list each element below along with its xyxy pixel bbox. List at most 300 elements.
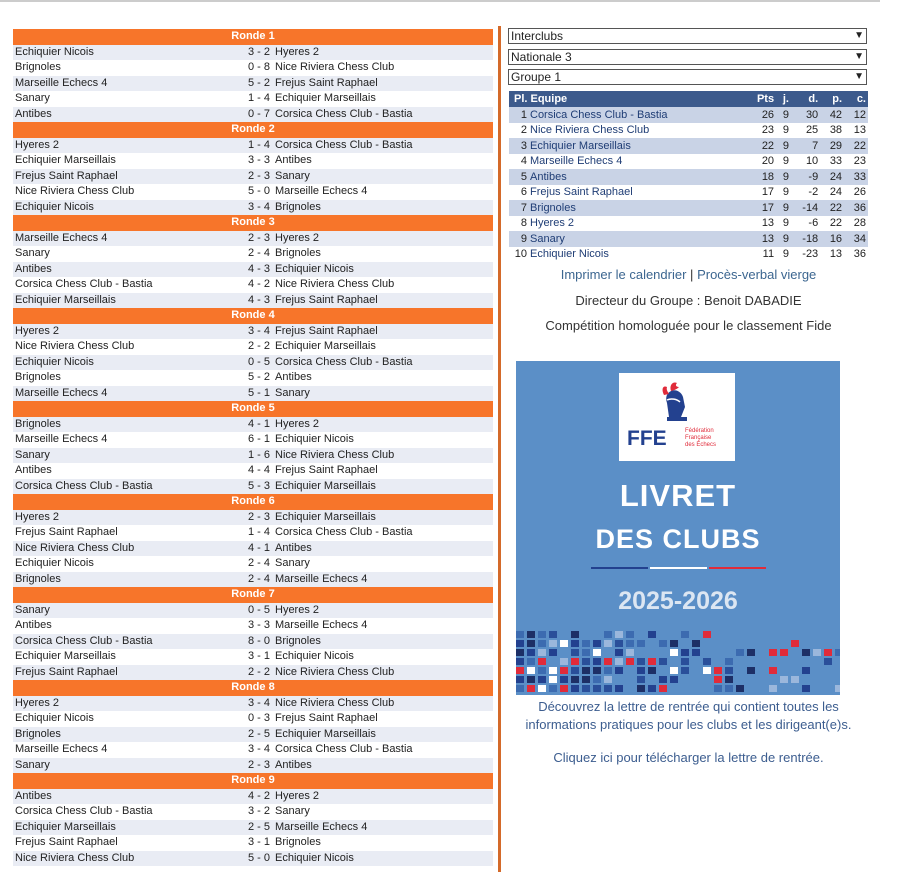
match-score: 5 - 1 <box>247 386 270 399</box>
match-away: Nice Riviera Chess Club <box>275 665 395 678</box>
match-away: Corsica Chess Club - Bastia <box>275 526 413 538</box>
match-away: Hyeres 2 <box>275 45 320 58</box>
standings-team-cell <box>509 154 745 170</box>
standings-team-cell <box>509 138 745 154</box>
standings-d: -6 <box>791 216 820 232</box>
round-header: Ronde 5 <box>13 401 493 417</box>
standings-pts: 17 <box>745 185 776 201</box>
match-away: Nice Riviera Chess Club <box>275 696 395 709</box>
ad-description-line2: informations pratiques pour les clubs et les dirigeant(e)s. <box>525 717 852 732</box>
standings-rank: 6 <box>520 186 527 199</box>
standings-row <box>509 216 868 232</box>
standings-d: 7 <box>791 138 820 154</box>
match-row <box>13 76 493 92</box>
standings-team-link[interactable]: Nice Riviera Chess Club <box>530 124 650 137</box>
match-score: 4 - 1 <box>247 541 270 554</box>
match-home: Antibes <box>15 619 52 631</box>
match-home: Antibes <box>15 107 52 120</box>
standings-rank: 3 <box>520 139 527 152</box>
match-row <box>13 184 493 200</box>
standings-d: 30 <box>791 107 820 123</box>
standings-row <box>509 123 868 139</box>
match-row <box>13 665 493 681</box>
calendar-links <box>509 267 868 282</box>
round-header: Ronde 2 <box>13 122 493 138</box>
match-row <box>13 231 493 247</box>
standings-rank: 2 <box>520 124 527 137</box>
match-away: Frejus Saint Raphael <box>275 324 378 337</box>
standings-row <box>509 107 868 123</box>
match-row <box>13 200 493 216</box>
match-away: Hyeres 2 <box>275 603 320 616</box>
standings-pts: 13 <box>745 216 776 232</box>
match-home: Nice Riviera Chess Club <box>15 851 135 864</box>
standings-table <box>509 91 868 262</box>
standings-team-cell <box>509 185 745 201</box>
match-score: 5 - 3 <box>247 479 270 492</box>
match-score: 2 - 2 <box>247 665 270 678</box>
match-home: Nice Riviera Chess Club <box>15 185 135 197</box>
match-score: 2 - 5 <box>247 727 270 740</box>
standings-rank: 4 <box>520 155 527 168</box>
match-score: 0 - 3 <box>247 712 270 724</box>
standings-p: 16 <box>820 231 844 247</box>
match-home: Brignoles <box>15 61 61 73</box>
standings-d: 10 <box>791 154 820 170</box>
match-score: 5 - 0 <box>247 185 270 197</box>
match-away: Antibes <box>275 541 312 554</box>
standings-j: 9 <box>776 169 791 185</box>
round-header: Ronde 9 <box>13 773 493 789</box>
standings-j: 9 <box>776 154 791 170</box>
match-away: Marseille Echecs 4 <box>275 619 368 631</box>
match-row <box>13 510 493 526</box>
match-score: 3 - 4 <box>247 324 270 337</box>
standings-pts: 26 <box>745 107 776 123</box>
standings-row <box>509 138 868 154</box>
standings-j: 9 <box>776 200 791 216</box>
ffe-logo-subtext: Fédération Française des Échecs <box>685 428 717 448</box>
match-score: 3 - 2 <box>247 805 270 817</box>
match-score: 3 - 4 <box>247 743 270 755</box>
standings-row <box>509 169 868 185</box>
match-home: Nice Riviera Chess Club <box>15 541 135 554</box>
match-score: 4 - 2 <box>247 278 270 290</box>
standings-pts: 13 <box>745 231 776 247</box>
match-away: Antibes <box>275 154 312 166</box>
standings-team-cell <box>509 200 745 216</box>
standings-row <box>509 200 868 216</box>
match-score: 6 - 1 <box>247 433 270 445</box>
match-score: 0 - 5 <box>247 355 270 368</box>
match-row <box>13 45 493 61</box>
standings-pts: 23 <box>745 123 776 139</box>
match-home: Echiquier Nicois <box>15 355 94 368</box>
standings-p: 24 <box>820 169 844 185</box>
match-away: Corsica Chess Club - Bastia <box>275 138 413 151</box>
standings-c: 23 <box>844 154 868 170</box>
match-away: Echiquier Marseillais <box>275 727 376 740</box>
group-select[interactable] <box>508 69 867 85</box>
match-row <box>13 479 493 495</box>
match-score: 2 - 5 <box>247 820 270 833</box>
match-away: Nice Riviera Chess Club <box>275 61 395 73</box>
match-row <box>13 448 493 464</box>
standings-d: 25 <box>791 123 820 139</box>
match-row <box>13 293 493 309</box>
standings-rank: 1 <box>520 108 527 121</box>
match-score: 5 - 0 <box>247 851 270 864</box>
standings-c: 36 <box>844 247 868 263</box>
match-away: Echiquier Nicois <box>275 851 354 864</box>
match-score: 3 - 3 <box>247 154 270 166</box>
match-home: Echiquier Marseillais <box>15 293 116 306</box>
standings-rank: 9 <box>520 232 527 245</box>
match-home: Frejus Saint Raphael <box>15 526 118 538</box>
match-row <box>13 153 493 169</box>
match-row <box>13 742 493 758</box>
match-score: 2 - 2 <box>247 340 270 352</box>
banner-title-line2: DES CLUBS <box>595 524 761 554</box>
match-home: Antibes <box>15 464 52 476</box>
match-home: Echiquier Marseillais <box>15 650 116 662</box>
match-score: 2 - 3 <box>247 510 270 523</box>
standings-rank: 7 <box>520 201 527 214</box>
standings-c: 12 <box>844 107 868 123</box>
match-row <box>13 541 493 557</box>
flag-stripe-white <box>650 567 707 569</box>
match-home: Marseille Echecs 4 <box>15 743 108 755</box>
match-score: 4 - 4 <box>247 464 270 476</box>
standings-rank: 5 <box>520 170 527 183</box>
livret-clubs-banner[interactable] <box>516 361 840 695</box>
standings-p: 33 <box>820 154 844 170</box>
match-home: Brignoles <box>15 727 61 740</box>
match-home: Antibes <box>15 789 52 802</box>
match-row <box>13 60 493 76</box>
match-row <box>13 649 493 665</box>
match-home: Hyeres 2 <box>15 696 60 709</box>
match-score: 2 - 4 <box>247 557 270 569</box>
standings-row <box>509 231 868 247</box>
match-score: 4 - 2 <box>247 789 270 802</box>
match-score: 3 - 1 <box>247 836 270 848</box>
chevron-down-icon: ▼ <box>854 71 864 82</box>
match-home: Echiquier Nicois <box>15 557 94 569</box>
match-row <box>13 711 493 727</box>
standings-team-cell <box>509 231 745 247</box>
match-score: 1 - 4 <box>247 92 270 104</box>
ad-description-line1: Découvrez la lettre de rentrée qui contient toutes les <box>538 699 839 714</box>
standings-p: 29 <box>820 138 844 154</box>
match-home: Frejus Saint Raphael <box>15 169 118 182</box>
match-score: 5 - 2 <box>247 76 270 89</box>
match-away: Sanary <box>275 557 310 569</box>
ad-description <box>509 698 868 734</box>
match-home: Frejus Saint Raphael <box>15 836 118 848</box>
match-row <box>13 370 493 386</box>
match-row <box>13 820 493 836</box>
match-away: Sanary <box>275 169 310 182</box>
standings-d: -9 <box>791 169 820 185</box>
standings-c: 22 <box>844 138 868 154</box>
match-row <box>13 634 493 650</box>
match-row <box>13 277 493 293</box>
match-home: Sanary <box>15 247 50 259</box>
match-row <box>13 835 493 851</box>
chevron-down-icon: ▼ <box>854 30 864 41</box>
match-row <box>13 355 493 371</box>
match-home: Antibes <box>15 262 52 275</box>
match-home: Sanary <box>15 758 50 771</box>
match-away: Brignoles <box>275 836 321 848</box>
standings-j: 9 <box>776 247 791 263</box>
standings-c: 26 <box>844 185 868 201</box>
match-row <box>13 386 493 402</box>
standings-j: 9 <box>776 138 791 154</box>
match-score: 0 - 7 <box>247 107 270 120</box>
match-home: Corsica Chess Club - Bastia <box>15 479 153 492</box>
competition-select[interactable] <box>508 28 867 44</box>
match-away: Frejus Saint Raphael <box>275 76 378 89</box>
round-header: Ronde 4 <box>13 308 493 324</box>
header-j: j. <box>776 91 791 107</box>
match-score: 4 - 3 <box>247 293 270 306</box>
match-away: Corsica Chess Club - Bastia <box>275 355 413 368</box>
match-home: Sanary <box>15 92 50 104</box>
header-c: c. <box>844 91 868 107</box>
match-home: Frejus Saint Raphael <box>15 665 118 678</box>
round-header: Ronde 6 <box>13 494 493 510</box>
match-row <box>13 851 493 867</box>
match-away: Echiquier Marseillais <box>275 479 376 492</box>
match-away: Hyeres 2 <box>275 231 320 244</box>
standings-pts: 18 <box>745 169 776 185</box>
standings-pts: 17 <box>745 200 776 216</box>
standings-row <box>509 154 868 170</box>
match-home: Brignoles <box>15 417 61 430</box>
standings-team-cell <box>509 169 745 185</box>
standings-team-cell <box>509 247 745 263</box>
standings-p: 22 <box>820 216 844 232</box>
chevron-down-icon: ▼ <box>854 51 864 62</box>
standings-pts: 22 <box>745 138 776 154</box>
match-score: 3 - 4 <box>247 200 270 213</box>
division-select[interactable] <box>508 49 867 65</box>
standings-j: 9 <box>776 231 791 247</box>
match-row <box>13 169 493 185</box>
standings-team-link[interactable]: Hyeres 2 <box>530 217 575 230</box>
match-away: Hyeres 2 <box>275 789 320 802</box>
match-home: Echiquier Marseillais <box>15 154 116 166</box>
ffe-logo-text: FFE <box>627 427 667 450</box>
match-score: 3 - 4 <box>247 696 270 709</box>
standings-team-cell <box>509 123 745 139</box>
match-away: Frejus Saint Raphael <box>275 464 378 476</box>
round-header: Ronde 8 <box>13 680 493 696</box>
match-home: Echiquier Nicois <box>15 200 94 213</box>
match-home: Brignoles <box>15 572 61 585</box>
match-row <box>13 339 493 355</box>
match-score: 3 - 1 <box>247 650 270 662</box>
match-away: Brignoles <box>275 247 321 259</box>
standings-team-link[interactable]: Antibes <box>530 170 567 183</box>
standings-team-link[interactable]: Frejus Saint Raphael <box>530 186 633 199</box>
flag-stripe-red <box>709 567 766 569</box>
match-away: Corsica Chess Club - Bastia <box>275 107 413 120</box>
standings-pts: 20 <box>745 154 776 170</box>
match-score: 2 - 4 <box>247 247 270 259</box>
match-away: Nice Riviera Chess Club <box>275 448 395 461</box>
match-home: Echiquier Nicois <box>15 45 94 58</box>
standings-j: 9 <box>776 123 791 139</box>
standings-row <box>509 185 868 201</box>
match-away: Corsica Chess Club - Bastia <box>275 743 413 755</box>
header-d: d. <box>791 91 820 107</box>
match-score: 2 - 3 <box>247 758 270 771</box>
match-row <box>13 262 493 278</box>
standings-j: 9 <box>776 185 791 201</box>
match-score: 1 - 4 <box>247 138 270 151</box>
match-home: Corsica Chess Club - Bastia <box>15 805 153 817</box>
match-row <box>13 758 493 774</box>
match-home: Nice Riviera Chess Club <box>15 340 135 352</box>
ffe-logo <box>619 373 735 461</box>
match-away: Brignoles <box>275 200 321 213</box>
match-away: Echiquier Nicois <box>275 433 354 445</box>
standings-team-link[interactable]: Corsica Chess Club - Bastia <box>530 108 668 121</box>
match-row <box>13 789 493 805</box>
standings-rank: 10 <box>514 248 527 261</box>
standings-p: 42 <box>820 107 844 123</box>
standings-d: -18 <box>791 231 820 247</box>
match-home: Sanary <box>15 448 50 461</box>
competition-select-value: Interclubs <box>511 29 564 43</box>
match-home: Marseille Echecs 4 <box>15 386 108 399</box>
rooster-knight-icon <box>619 373 735 433</box>
match-away: Antibes <box>275 371 312 383</box>
blank-report-link[interactable]: Procès-verbal vierge <box>697 267 817 282</box>
round-header: Ronde 7 <box>13 587 493 603</box>
banner-title-line1: LIVRET <box>619 478 737 513</box>
standings-p: 22 <box>820 200 844 216</box>
match-away: Echiquier Marseillais <box>275 92 376 104</box>
group-director: Directeur du Groupe : Benoit DABADIE <box>575 293 802 308</box>
match-score: 1 - 6 <box>247 448 270 461</box>
match-home: Marseille Echecs 4 <box>15 433 108 445</box>
round-header: Ronde 1 <box>13 29 493 45</box>
fide-note: Compétition homologuée pour le classement Fide <box>545 318 832 333</box>
standings-p: 38 <box>820 123 844 139</box>
standings-pts: 11 <box>745 247 776 263</box>
standings-team-link[interactable]: Sanary <box>530 232 565 245</box>
standings-header <box>509 91 868 107</box>
match-away: Marseille Echecs 4 <box>275 185 368 197</box>
top-border <box>0 0 880 2</box>
standings-j: 9 <box>776 216 791 232</box>
match-row <box>13 324 493 340</box>
match-away: Sanary <box>275 386 310 399</box>
standings-team-link[interactable]: Echiquier Nicois <box>530 248 609 261</box>
match-home: Marseille Echecs 4 <box>15 76 108 89</box>
round-header: Ronde 3 <box>13 215 493 231</box>
match-away: Marseille Echecs 4 <box>275 820 368 833</box>
link-separator: | <box>690 267 694 282</box>
standings-c: 34 <box>844 231 868 247</box>
header-p: p. <box>820 91 844 107</box>
match-away: Frejus Saint Raphael <box>275 293 378 306</box>
standings-team-link[interactable]: Brignoles <box>530 201 576 214</box>
match-score: 4 - 3 <box>247 262 270 275</box>
match-away: Brignoles <box>275 634 321 647</box>
match-home: Echiquier Nicois <box>15 712 94 724</box>
match-row <box>13 556 493 572</box>
match-home: Hyeres 2 <box>15 324 60 337</box>
match-home: Corsica Chess Club - Bastia <box>15 278 153 290</box>
download-letter-link[interactable]: Cliquez ici pour télécharger la lettre de rentrée. <box>553 750 824 765</box>
match-score: 3 - 3 <box>247 619 270 631</box>
match-score: 3 - 2 <box>247 45 270 58</box>
rounds-schedule <box>13 29 493 866</box>
match-away: Antibes <box>275 758 312 771</box>
match-row <box>13 727 493 743</box>
match-row <box>13 107 493 123</box>
match-away: Frejus Saint Raphael <box>275 712 378 724</box>
division-select-value: Nationale 3 <box>511 50 572 64</box>
match-away: Echiquier Marseillais <box>275 340 376 352</box>
match-away: Nice Riviera Chess Club <box>275 278 395 290</box>
standings-team-cell <box>509 107 745 123</box>
match-score: 1 - 4 <box>247 526 270 538</box>
match-row <box>13 618 493 634</box>
match-home: Marseille Echecs 4 <box>15 231 108 244</box>
match-row <box>13 572 493 588</box>
standings-p: 24 <box>820 185 844 201</box>
standings-team-link[interactable]: Marseille Echecs 4 <box>530 155 623 168</box>
match-away: Hyeres 2 <box>275 417 320 430</box>
match-home: Echiquier Marseillais <box>15 820 116 833</box>
match-score: 2 - 3 <box>247 231 270 244</box>
match-row <box>13 804 493 820</box>
print-calendar-link[interactable]: Imprimer le calendrier <box>560 267 687 282</box>
standings-team-link[interactable]: Echiquier Marseillais <box>530 139 631 152</box>
header-rank-team: Pl. Equipe <box>509 91 745 107</box>
match-row <box>13 696 493 712</box>
standings-c: 33 <box>844 169 868 185</box>
match-row <box>13 138 493 154</box>
match-score: 4 - 1 <box>247 417 270 430</box>
match-row <box>13 525 493 541</box>
match-score: 2 - 3 <box>247 169 270 182</box>
match-row <box>13 463 493 479</box>
standings-p: 13 <box>820 247 844 263</box>
group-select-value: Groupe 1 <box>511 70 562 84</box>
match-score: 0 - 5 <box>247 603 270 616</box>
standings-c: 28 <box>844 216 868 232</box>
standings-row <box>509 247 868 263</box>
match-home: Brignoles <box>15 371 61 383</box>
match-row <box>13 91 493 107</box>
match-score: 2 - 4 <box>247 572 270 585</box>
match-score: 0 - 8 <box>247 61 270 73</box>
match-row <box>13 246 493 262</box>
column-divider <box>498 26 501 872</box>
pixel-mosaic-decoration <box>516 629 840 695</box>
standings-c: 36 <box>844 200 868 216</box>
match-row <box>13 432 493 448</box>
flag-stripe-blue <box>591 567 648 569</box>
match-home: Corsica Chess Club - Bastia <box>15 634 153 647</box>
